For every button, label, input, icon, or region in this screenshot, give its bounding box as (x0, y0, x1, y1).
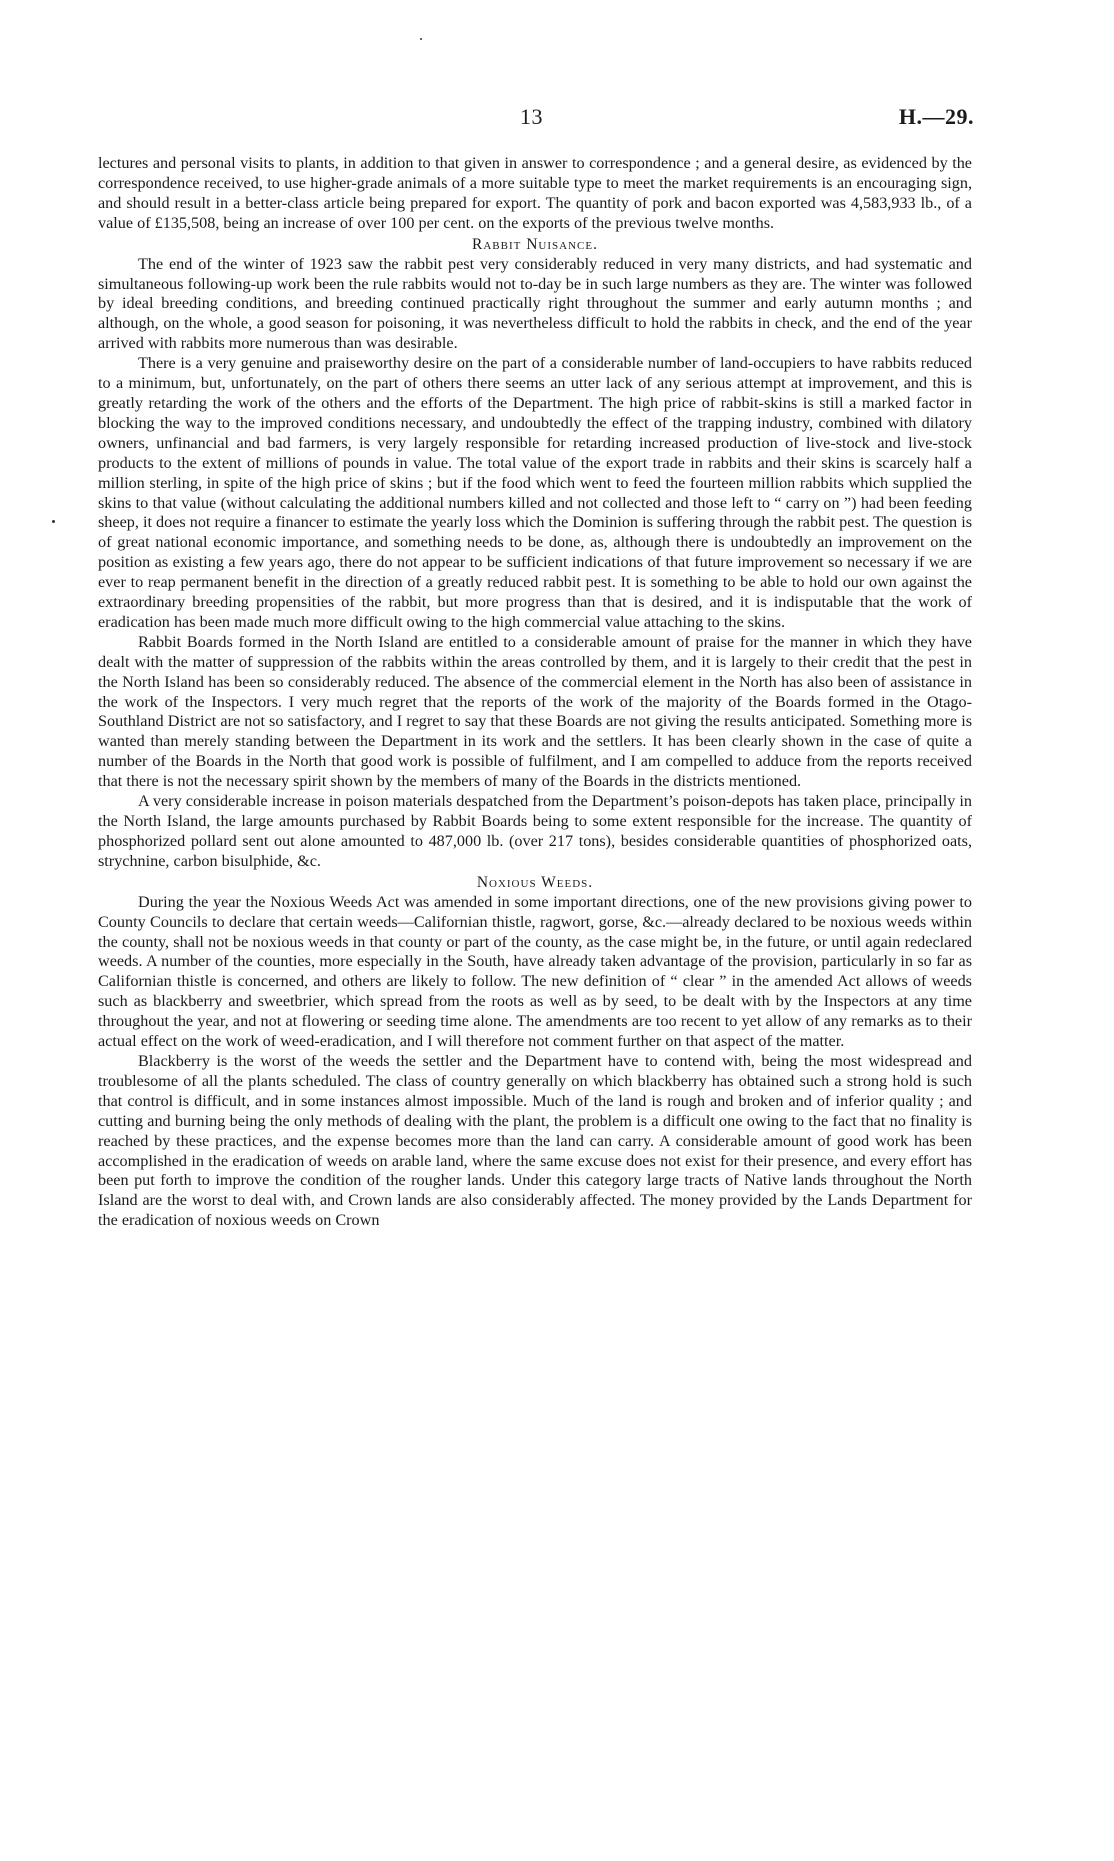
paragraph-blackberry: Blackberry is the worst of the weeds the settler and the Department have to contend with, being the most widespread and troublesome of all the plants scheduled. The class of country generally on which blackberry has obtained such a strong hold is such that control is difficult, and in some instances almost impossible. Much of the land is rough and broken and of inferior quality ; and cutting and burning being the only methods of dealing with the plant, the problem is a difficult one owing to the fact that no finality is reached by these practices, and the expense becomes more than the land can carry. A considerable amount of good work has been accomplished in the eradication of weeds on arable land, where the same excuse does not exist for their presence, and every effort has been put forth to improve the condition of the rougher lands. Under this category large tracts of Native lands throughout the North Island are the worst to deal with, and Crown lands are also considerably affected. The money provided by the Lands Department for the eradication of noxious weeds on Crown (98, 1051, 972, 1230)
series-code: H.—29. (898, 104, 974, 129)
margin-speck (52, 520, 55, 523)
paragraph-weeds-act: During the year the Noxious Weeds Act was amended in some important directions, one of the new provisions giving power to County Councils to declare that certain weeds—Californian thistle, ragwort, gorse, &c.—already declared to be noxious weeds within the county, shall not be noxious weeds in that county or part of the county, as the case might be, in the future, or until again redeclared weeds. A number of the counties, more especially in the South, have already taken advantage of the provision, particularly in so far as Californian thistle is concerned, and others are likely to follow. The new definition of “ clear ” in the amended Act allows of weeds such as blackberry and sweetbrier, which spread from the roots as well as by seed, to be dealt with by the Inspectors at any time throughout the year, and not at flowering or seeding time alone. The amendments are too recent to yet allow of any remarks as to their actual effect on the work of weed-eradication, and I will therefore not comment further on that aspect of the matter. (98, 892, 972, 1051)
page-number: 13 (520, 104, 543, 129)
running-header (0, 104, 1114, 134)
section-heading-rabbit-nuisance: Rabbit Nuisance. (472, 235, 598, 253)
section-heading-noxious-weeds: Noxious Weeds. (476, 873, 594, 891)
paragraph-pork-bacon: lectures and personal visits to plants, in addition to that given in answer to correspondence ; and a general desire, as evidenced by the correspondence received, to use higher-grade animals of a more suitable type to meet the market requirements is an encouraging sign, and should result in a better-class article being prepared for export. The quantity of pork and bacon exported was 4,583,933 lb., of a value of £135,508, being an increase of over 100 per cent. on the exports of the previous twelve months. (98, 154, 972, 232)
top-speck (420, 38, 422, 40)
body-text (98, 154, 972, 1231)
paragraph-poison-materials: A very considerable increase in poison materials despatched from the Department’s poison-depots has taken place, principally in the North Island, the large amounts purchased by Rabbit Boards being to some extent responsible for the increase. The quantity of phosphorized pollard sent out alone amounted to 487,000 lb. (over 217 tons), besides considerable quantities of phosphorized oats, strychnine, carbon bisulphide, &c. (98, 792, 972, 870)
paragraph-rabbit-winter: The end of the winter of 1923 saw the rabbit pest very considerably reduced in very many districts, and had systematic and simultaneous following-up work been the rule rabbits would not to-day be in such large numbers as they are. The winter was followed by ideal breeding conditions, and breeding continued practically right throughout the summer and early autumn months ; and although, on the whole, a good season for poisoning, it was nevertheless difficult to hold the rabbits in check, and the end of the year arrived with rabbits more numerous than was desirable. (98, 254, 972, 353)
paragraph-rabbit-boards: Rabbit Boards formed in the North Island are entitled to a considerable amount of praise for the manner in which they have dealt with the matter of suppression of the rabbits within the areas controlled by them, and it is largely to their credit that the pest in the North Island has been so considerably reduced. The absence of the commercial element in the North has also been of assistance in the work of the Inspectors. I very much regret that the reports of the work of the majority of the Boards formed in the Otago-Southland District are not so satisfactory, and I regret to say that these Boards are not giving the results anticipated. Something more is wanted than merely standing between the Department in its work and the settlers. It has been clearly shown in the case of quite a number of the Boards in the North that good work is possible of fulfilment, and I am compelled to adduce from the reports received that there is not the necessary spirit shown by the members of many of the Boards in the districts mentioned. (98, 632, 972, 791)
paragraph-rabbit-occupiers: There is a very genuine and praiseworthy desire on the part of a considerable number of land-occupiers to have rabbits reduced to a minimum, but, unfortunately, on the part of others there seems an utter lack of any serious attempt at improvement, and this is greatly retarding the work of the others and the efforts of the Department. The high price of rabbit-skins is still a marked factor in blocking the way to the improved conditions necessary, and undoubtedly the effect of the trapping industry, combined with dilatory owners, unfinancial and bad farmers, is very largely responsible for retarding increased production of live-stock and live-stock products to the extent of millions of pounds in value. The total value of the export trade in rabbits and their skins is scarcely half a million sterling, in spite of the high price of skins ; but if the food which went to feed the fourteen million rabbits which supplied the skins to that value (without calculating the additional numbers killed and not collected and those left to “ carry on ”) had been feeding sheep, it does not require a financer to estimate the yearly loss which the Dominion is suffering through the rabbit pest. The question is of great national economic importance, and something needs to be done, as, although there is undoubtedly an improvement on the position as existing a few years ago, there do not appear to be sufficient indications of that future improvement so necessary if we are ever to reap permanent benefit in the direction of a greatly reduced rabbit pest. It is something to be able to hold our own against the extraordinary breeding propensities of the rabbit, but more progress than that is desired, and it is indisputable that the work of eradication has been made much more difficult owing to the high commercial value attaching to the skins. (98, 354, 972, 631)
